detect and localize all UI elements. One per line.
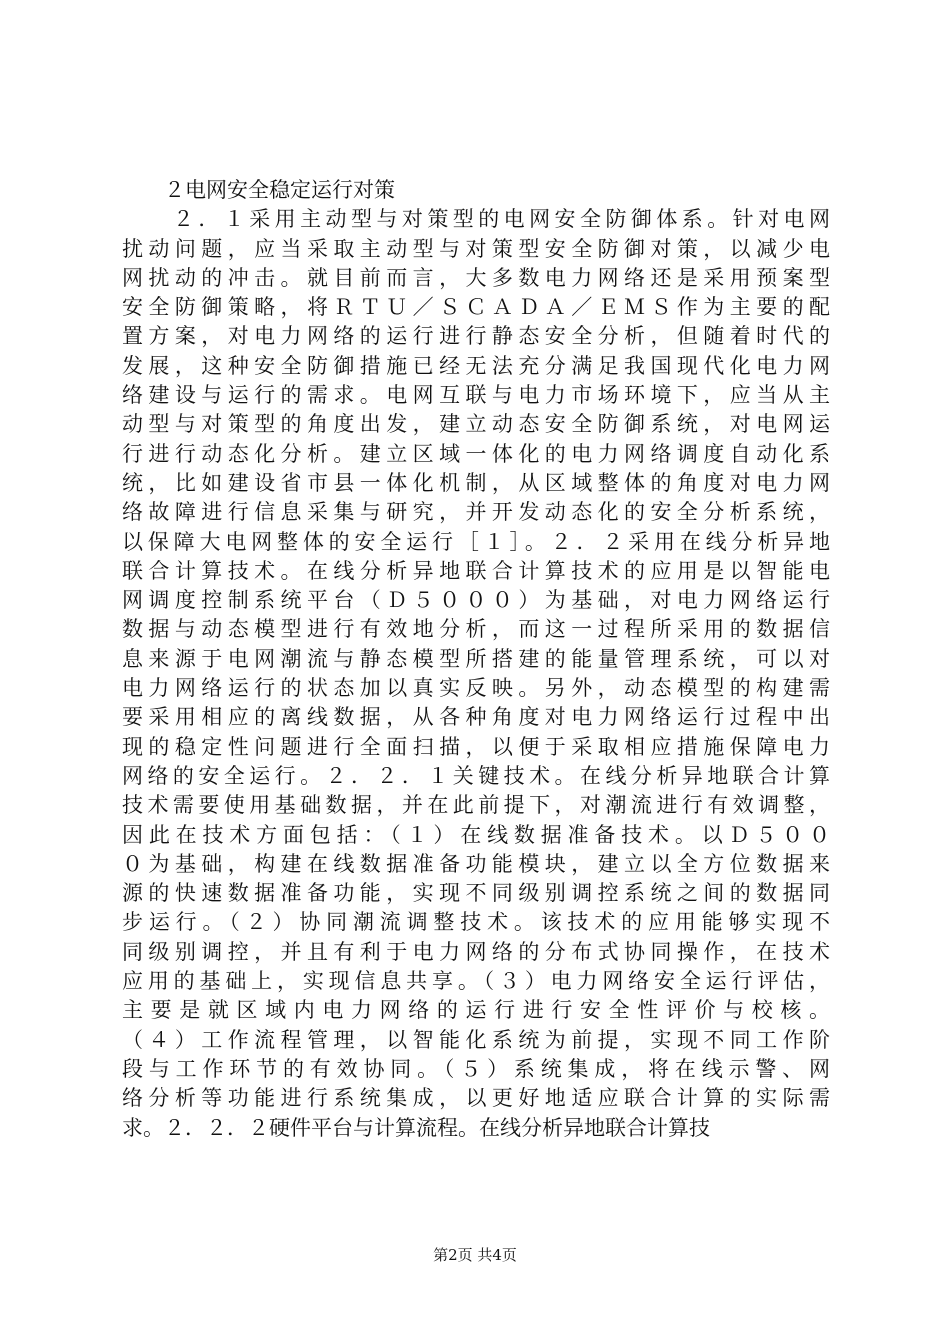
text-line: 网调度控制系统平台（Ｄ５０００）为基础，对电力网络运行 xyxy=(122,588,830,613)
text-line: （４）工作流程管理，以智能化系统为前提，实现不同工作阶 xyxy=(122,1027,830,1052)
text-line: 置方案，对电力网络的运行进行静态安全分析，但随着时代的 xyxy=(122,324,830,349)
section-heading: ２电网安全稳定运行对策 xyxy=(122,178,395,202)
text-line: 以保障大电网整体的安全运行［１］。２．２采用在线分析异地 xyxy=(122,529,830,554)
text-line: 电力网络运行的状态加以真实反映。另外，动态模型的构建需 xyxy=(122,676,830,701)
page-number-footer: 第2页 共4页 xyxy=(433,1246,517,1264)
text-line: 网络的安全运行。２．２．１关键技术。在线分析异地联合计算 xyxy=(122,763,830,788)
text-line: 统，比如建设省市县一体化机制，从区域整体的角度对电力网 xyxy=(122,470,830,495)
text-line: 发展，这种安全防御措施已经无法充分满足我国现代化电力网 xyxy=(122,353,830,378)
text-line: 网扰动的冲击。就目前而言，大多数电力网络还是采用预案型 xyxy=(122,265,830,290)
text-line: 求。２．２．２硬件平台与计算流程。在线分析异地联合计算技 xyxy=(122,1115,710,1140)
text-line: 联合计算技术。在线分析异地联合计算技术的应用是以智能电 xyxy=(122,558,830,583)
text-line: ０为基础，构建在线数据准备功能模块，建立以全方位数据来 xyxy=(122,851,830,876)
text-line: 主要是就区域内电力网络的运行进行安全性评价与校核。 xyxy=(122,998,830,1023)
text-line: 应用的基础上，实现信息共享。（３）电力网络安全运行评估， xyxy=(122,969,830,994)
text-line: 因此在技术方面包括：（１）在线数据准备技术。以Ｄ５００ xyxy=(122,822,830,847)
text-line: 数据与动态模型进行有效地分析，而这一过程所采用的数据信 xyxy=(122,617,830,642)
text-line: 行进行动态化分析。建立区域一体化的电力网络调度自动化系 xyxy=(122,441,830,466)
text-line: 源的快速数据准备功能，实现不同级别调控系统之间的数据同 xyxy=(122,881,830,906)
text-line: 络故障进行信息采集与研究，并开发动态化的安全分析系统， xyxy=(122,500,830,525)
text-line: 段与工作环节的有效协同。（５）系统集成，将在线示警、网 xyxy=(122,1056,830,1081)
text-line: 同级别调控，并且有利于电力网络的分布式协同操作，在技术 xyxy=(122,939,830,964)
text-line: 络建设与运行的需求。电网互联与电力市场环境下，应当从主 xyxy=(122,383,830,408)
text-line: 扰动问题，应当采取主动型与对策型安全防御对策，以减少电 xyxy=(122,236,830,261)
text-line: 络分析等功能进行系统集成，以更好地适应联合计算的实际需 xyxy=(122,1086,830,1111)
text-line: 技术需要使用基础数据，并在此前提下，对潮流进行有效调整， xyxy=(122,793,830,818)
text-line: 要采用相应的离线数据，从各种角度对电力网络运行过程中出 xyxy=(122,705,830,730)
text-line: ２．１采用主动型与对策型的电网安全防御体系。针对电网 xyxy=(122,207,830,232)
text-line: 步运行。（２）协同潮流调整技术。该技术的应用能够实现不 xyxy=(122,910,830,935)
text-line: 现的稳定性问题进行全面扫描，以便于采取相应措施保障电力 xyxy=(122,734,830,759)
text-line: 动型与对策型的角度出发，建立动态安全防御系统，对电网运 xyxy=(122,412,830,437)
text-line: 息来源于电网潮流与静态模型所搭建的能量管理系统，可以对 xyxy=(122,646,830,671)
document-body xyxy=(122,176,830,1143)
text-line: 安全防御策略，将ＲＴＵ／ＳＣＡＤＡ／ＥＭＳ作为主要的配 xyxy=(122,295,830,320)
